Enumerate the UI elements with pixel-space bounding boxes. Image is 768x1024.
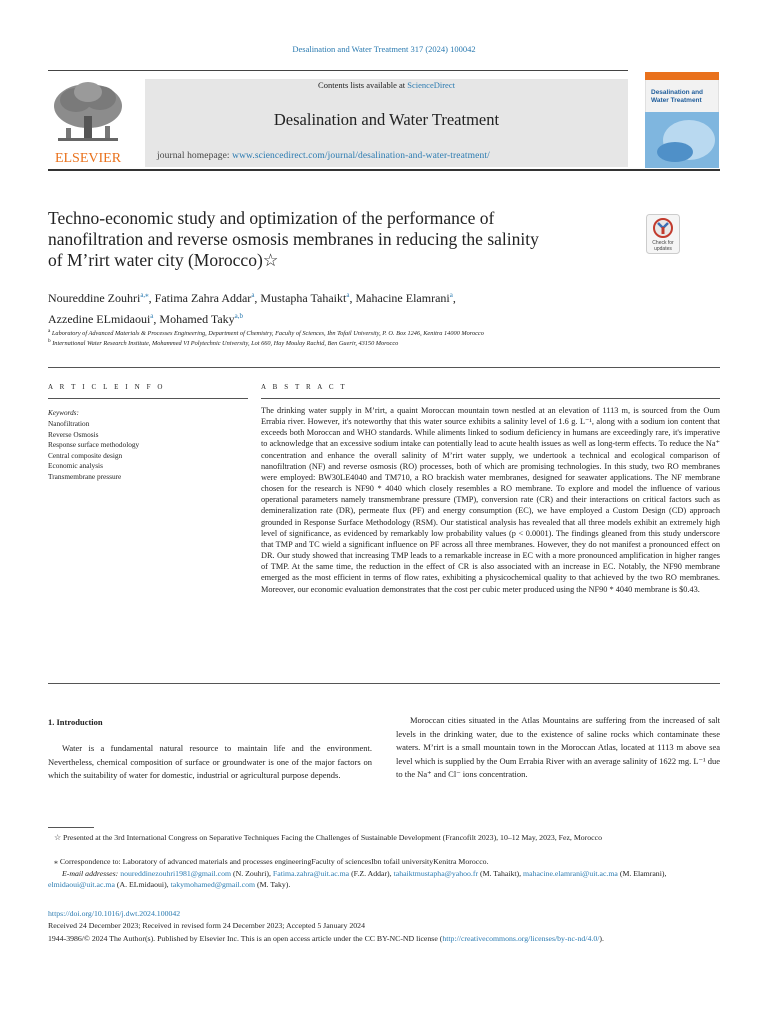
keyword: Central composite design (48, 450, 123, 460)
affiliation-marker: b (48, 338, 51, 344)
svg-text:Desalination and: Desalination and (651, 89, 704, 96)
journal-title: Desalination and Water Treatment (273, 110, 500, 129)
email-owner: (A. ELmidaoui), (114, 880, 171, 889)
top-divider (48, 70, 628, 71)
author-name: Mohamed Taky (159, 312, 235, 326)
author-affiliation-marker[interactable]: a (150, 312, 154, 320)
author-name: Mustapha Tahaikt (260, 291, 347, 305)
email-owner: (N. Zouhri), (231, 869, 273, 878)
svg-text:updates: updates (654, 246, 672, 252)
header-divider (48, 169, 720, 171)
homepage-label: journal homepage: (157, 151, 233, 161)
author-affiliation-marker[interactable]: a (346, 291, 350, 299)
article-info-heading: A R T I C L E I N F O (48, 383, 166, 391)
license-text-end: ). (599, 934, 604, 943)
keyword: Economic analysis (48, 461, 103, 471)
email-link[interactable]: takymohamed@gmail.com (170, 880, 256, 889)
author-name: Azzedine ELmidaoui (48, 312, 151, 326)
keyword: Nanofiltration (48, 419, 90, 428)
article-title: Techno-economic study and optimization of the performance of nanofiltration and reverse osmosis membranes in reducing the salinity of M’rirt water city (Morocco)☆ (48, 208, 539, 270)
journal-homepage (157, 151, 627, 161)
author-name: Noureddine Zouhri (48, 291, 141, 305)
svg-text:Water Treatment: Water Treatment (651, 97, 702, 104)
svg-text:ELSEVIER: ELSEVIER (54, 151, 122, 166)
introduction-heading: 1. Introduction (48, 717, 103, 727)
email-label: E-mail addresses: (62, 869, 119, 878)
author-name: Mahacine Elamrani (355, 291, 450, 305)
introduction-paragraph-right: Moroccan cities situated in the Atlas Mountains are suffering from the increased of salt levels in the drinking water, due to the existence of saline rocks which contaminate these waters. M’rirt is a small mountain town in the Moroccan Atlas, located at 1113 m above sea level which is supplied by the Oum Errabia River with an average salinity of 1622 mg. L⁻¹ due to the Na⁺ and Cl⁻ ions concentration. (396, 715, 720, 780)
crossmark-icon (646, 214, 680, 254)
license-text: 1944-3986/© 2024 The Author(s). Published by Elsevier Inc. This is an open access article under the CC BY-NC-ND license ( (48, 934, 443, 943)
email-owner: (M. Elamrani), (617, 869, 667, 878)
email-link[interactable]: mahacine.elamrani@uit.ac.ma (523, 869, 618, 878)
author-name: Fatima Zahra Addar (154, 291, 252, 305)
abstract-divider (261, 398, 720, 399)
author-list: Noureddine Zouhri$^{a,⁎}$, Fatima Zahra Addar$^a$, Mustapha Tahaikt$^a$, Mahacine Elamrani$^a$, Azzedine ELmidaoui$^a$, Mohamed Taky$^{a,b}$ (48, 291, 456, 326)
abstract-heading: A B S T R A C T (261, 383, 348, 391)
affiliation-a (48, 328, 728, 337)
keyword: Transmembrane pressure (48, 471, 122, 481)
keywords-list (48, 419, 248, 483)
section-divider (48, 367, 720, 368)
abstract-end-divider (48, 683, 720, 684)
author-affiliation-marker[interactable]: a (251, 291, 255, 299)
abstract-text: The drinking water supply in M’rirt, a quaint Moroccan mountain town nestled at an elevation of 1113 m, is sourced from the Oum Errabia river. However, it's noteworthy that this water source exhibits a salinity level of 1.6 g. L⁻¹, along with a sodium ion content that exceeds both Moroccan and WHO standards. While aliments linked to sodium deficiency in humans are exceedingly rare, it's imperative to acknowledge that an excessive sodium intake can potentially lead to acute health issues as well as long-term effects. To reduce the Na⁺ concentration and enhance the overall salinity of M’rirt water supply, we undertook a technical and ecological comparison of nanofiltration (NF) and reverse osmosis (RO) processes, both of which are promising technologies. In this study, two RO membranes were employed: BW30LE4040 and TM710, a RO brackish water membranes, designed for seawater applications. The NF membrane chosen for the research is NF90 * 4040 which closely resembles a RO membrane. To explore and model the influence of various operational parameters namely transmembrane pressure (TMP), conversion rate (CR) and their interactions on critical factors such as demineralization rate (DR), permeate flux (PF) and energy consumption (EC), we have employed a Custom Design (CD) approach grounded in Response Surface Methodology (RSM). Our statistical analysis has revealed that all three models exhibit an extremely high level of significance, as evidenced by remarkably low probability values (p < 0.0001). The findings gleaned from this study underscore that TMP and TC wield a significant influence on PF across all three membranes. However, they do not manifest a pronounced effect on DR. Our study showed that increasing TMP leads to a remarkable increase in EC with a more pronounced amplification in higher ranges of TMP. At the same time, the reduction in the effect of CR is also associated with an increase in EC. Notably, the NF90 membrane emerged as the most efficient in terms of flow rates, exhibiting a physicochemical quality to that achieved by the two RO membranes. Moreover, our economic evaluation demonstrates that the cost per cubic meter produced using the NF90 * 4040 membrane is $0.43. (261, 406, 720, 594)
journal-cover-thumbnail[interactable] (645, 72, 719, 168)
elsevier-logo (48, 76, 128, 168)
doi-link[interactable]: https://doi.org/10.1016/j.dwt.2024.100042 (48, 909, 181, 918)
author-affiliation-marker[interactable]: a,⁎ (140, 291, 149, 299)
email-owner: (F.Z. Addar), (349, 869, 394, 878)
received-dates: Received 24 December 2023; Received in revised form 24 December 2023; Accepted 5 January 2024 (48, 921, 365, 930)
email-link[interactable]: tahaiktmustapha@yahoo.fr (393, 869, 479, 878)
author-affiliation-marker[interactable]: a,b (234, 312, 244, 320)
homepage-link[interactable]: www.sciencedirect.com/journal/desalination-and-water-treatment/ (232, 151, 490, 161)
article-info-divider (48, 398, 248, 399)
keyword: Response surface methodology (48, 440, 140, 450)
email-owner: (M. Taky). (255, 880, 291, 889)
sciencedirect-link[interactable]: ScienceDirect (407, 80, 455, 90)
footnote-presented: ☆ Presented at the 3rd International Congress on Separative Techniques Facing the Challenges of Sustainable Development (Francofilt 2023), 10–12 May, 2023, Fez, Morocco (54, 833, 602, 842)
journal-reference[interactable]: Desalination and Water Treatment 317 (2024) 100042 (292, 44, 476, 54)
author-affiliation-marker[interactable]: a (449, 291, 453, 299)
license-link[interactable]: http://creativecommons.org/licenses/by-nc-nd/4.0/ (442, 934, 600, 943)
footnote-emails (48, 868, 720, 890)
contents-line (145, 80, 628, 90)
introduction-paragraph-left: Water is a fundamental natural resource to maintain life and the environment. Nevertheless, chemical composition of surface or groundwater is one of the major factors on which the suitability of water for domestic, industrial or agricultural purpose depends. (48, 743, 372, 781)
elsevier-tree-icon (48, 76, 128, 168)
affiliation-text: International Water Research Institute, Mohammed VI Polytechnic University, Lot 660, Hay Moulay Rachid, Ben Guerir, 43150 Morocco (52, 340, 399, 348)
email-link[interactable]: elmidaoui@uit.ac.ma (48, 880, 115, 889)
affiliation-text: Laboratory of Advanced Materials & Processes Engineering, Department of Chemistry, Faculty of Sciences, Ibn Tofail University, P. O. Box 1246, Kenitra 14000 Morocco (51, 330, 484, 338)
affiliation-marker: a (48, 328, 51, 334)
footnote-divider (48, 827, 94, 828)
keywords-label: Keywords: (48, 409, 79, 417)
email-link[interactable]: noureddinezouhri1981@gmail.com (120, 869, 232, 878)
keyword: Reverse Osmosis (48, 429, 99, 439)
journal-cover-image (645, 72, 719, 168)
email-link[interactable]: Fatima.zahra@uit.ac.ma (272, 869, 350, 878)
svg-text:Check for: Check for (652, 240, 674, 246)
contents-prefix: Contents lists available at (318, 80, 408, 90)
check-for-updates-badge[interactable] (646, 214, 680, 254)
license-statement (48, 933, 720, 945)
affiliation-b (48, 338, 728, 347)
email-owner: (M. Tahaikt), (478, 869, 524, 878)
footnote-correspondence: ⁎ Correspondence to: Laboratory of advanced materials and processes engineeringFaculty of sciencesIbn tofail universityKenitra Morocco. (54, 857, 489, 866)
